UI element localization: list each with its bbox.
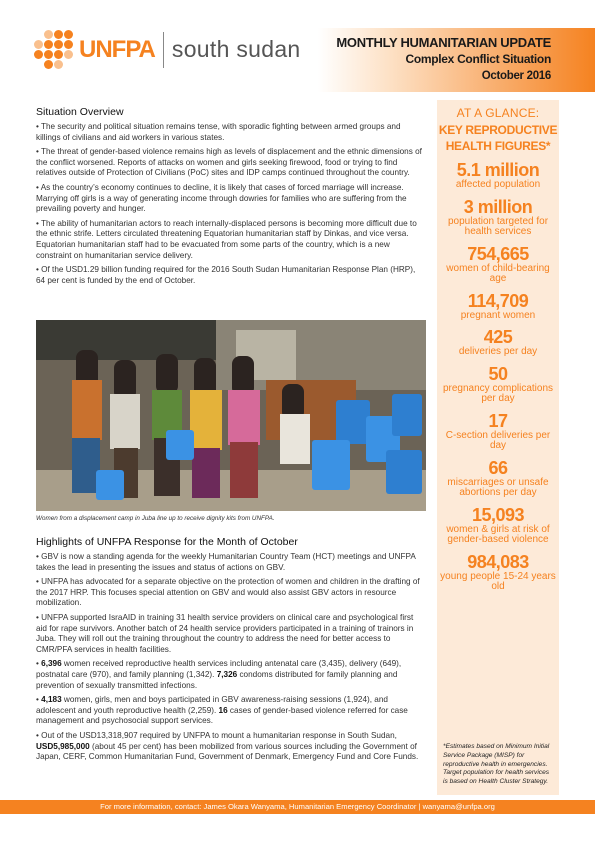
stat-number: 754,665 [467, 243, 529, 264]
title-band [318, 28, 595, 92]
stat-item [437, 291, 559, 322]
situation-overview [36, 106, 426, 290]
photo-caption: Women from a displacement camp in Juba line up to receive dignity kits from UNFPA. [36, 515, 275, 522]
stat-label: population targeted for health services [447, 215, 549, 237]
stat-number: 984,083 [467, 551, 529, 572]
logo-divider [163, 32, 164, 68]
stat-item [437, 552, 559, 593]
highlight-figure: 16 [218, 705, 228, 715]
stat-number: 3 million [463, 196, 533, 217]
highlight-paragraph [36, 731, 426, 763]
title-line-1: MONTHLY HUMANITARIAN UPDATE [336, 35, 551, 50]
highlight-paragraph: • UNFPA has advocated for a separate objective on the protection of women and children in the drafting of the 2017 HRP. This focuses special attention on GBV and would also assist GBV actors in resource mobilization. [36, 577, 420, 608]
highlight-figure: 4,183 [41, 695, 62, 705]
sidebar-subheading-line: HEALTH FIGURES* [445, 139, 551, 153]
stat-label: C-section deliveries per day [445, 429, 551, 451]
highlight-figure: 7,326 [216, 669, 238, 679]
highlight-text: condoms distributed for family planning and prevention of sexually transmitted infections. [36, 669, 398, 690]
stat-item [437, 458, 559, 499]
highlight-text: • Out of the USD13,318,907 required by UNFPA to mount a humanitarian response in South Sudan, [36, 730, 397, 740]
highlight-paragraph: • 4,183 women, girls, men and boys participated in GBV awareness-raising sessions (1,924), and adolescent and youth reproductive health (2,259). 16 cases of gender-based violence referred for case management and psychosocial support services. [36, 695, 408, 726]
highlights-section [36, 536, 426, 767]
stat-label: miscarriages or unsafe abortions per day [447, 476, 549, 498]
sidebar-footnote: *Estimates based on Minimum Initial Service Package (MISP) for reproductive health in emergencies. Target population for health services is based on Health Cluster Strategy. [443, 743, 550, 786]
stat-item [437, 364, 559, 405]
highlight-text: women received reproductive health services including antenatal care (3,435), delivery (649), postnatal care (970), and family planning (1,342). [36, 659, 402, 679]
title-line-2: Complex Conflict Situation [405, 52, 551, 66]
stat-item [437, 244, 559, 285]
photo-illustration [36, 320, 426, 511]
stat-number: 66 [488, 457, 508, 478]
situation-paragraph: • As the country’s economy continues to decline, it is likely that cases of forced marriage will increase. Marrying off girls is a way of generating income through dowries for families who are suffering from the prevailing poverty and hunger. [36, 182, 407, 214]
highlight-paragraph: • GBV is now a standing agenda for the weekly Humanitarian Country Team (HCT) meetings and UNFPA takes the lead in presenting the issues and status of actions on GBV. [36, 552, 416, 572]
stat-label: pregnant women [460, 309, 536, 321]
highlight-paragraph: • UNFPA supported IsraAID in training 31 health service providers on clinical care and psychological first aid for rape survivors. Another batch of 24 health service providers participated in a training of trainors in Juba. They will roll out the training throughout the country to address the need for better access to CMR/PFA services in health facilities. [36, 612, 414, 654]
stat-label: young people 15-24 years old [440, 570, 556, 592]
stat-number: 50 [488, 363, 508, 384]
sidebar-heading: AT A GLANCE: [456, 106, 540, 120]
report-title [336, 34, 551, 85]
logo-dots-icon [34, 30, 73, 69]
stat-number: 114,709 [467, 290, 529, 311]
stat-label: affected population [455, 179, 541, 190]
highlights-title: Highlights of UNFPA Response for the Month of October [36, 536, 298, 548]
situation-paragraph: • The ability of humanitarian actors to reach internally-displaced persons is becoming more difficult due to the ethnic strife. Letters circulated threatening Equatorian humanitarian staff by Dinkas, and vice versa. Equatorian humanitarian staff had to be evacuated from some parts of the country, which is a new constraint on humanitarian service delivery. [36, 218, 417, 260]
stat-label: pregnancy complications per day [442, 382, 554, 404]
stat-item [437, 327, 559, 358]
stat-label: women & girls at risk of gender-based violence [446, 523, 550, 545]
highlight-figure: 6,396 [41, 659, 62, 669]
stat-item [437, 160, 559, 191]
stat-item [437, 411, 559, 452]
stat-label: women of child-bearing age [446, 262, 550, 284]
at-a-glance-sidebar [437, 100, 559, 795]
title-line-3: October 2016 [481, 70, 551, 82]
stat-number: 5.1 million [456, 160, 540, 180]
situation-paragraph: • The security and political situation remains tense, with sporadic fighting between armed groups and killings of civilians and aid workers in various states. [36, 122, 401, 142]
stat-number: 17 [488, 410, 508, 431]
contact-footer: For more information, contact: James Okara Wanyama, Humanitarian Emergency Coordinator | wanyama@unfpa.org [0, 800, 595, 814]
stat-label: deliveries per day [458, 346, 538, 357]
stat-number: 425 [483, 327, 513, 347]
stat-item [437, 197, 559, 238]
situation-paragraph: • Of the USD1.29 billion funding required for the 2016 South Sudan Humanitarian Response Plan (HRP), 64 per cent is funded by the end of October. [36, 265, 416, 285]
stat-item [437, 505, 559, 546]
unfpa-logo [34, 30, 301, 69]
highlight-figure: USD5,985,000 [36, 741, 90, 751]
stat-number: 15,093 [471, 504, 525, 525]
sidebar-subheading [437, 122, 559, 154]
logo-country: south sudan [171, 36, 301, 62]
highlight-text: women, girls, men and boys participated in GBV awareness-raising sessions (1,924), and adolescent and youth reproductive health (2,259). [36, 695, 388, 715]
situation-title: Situation Overview [36, 106, 124, 118]
sidebar-subheading-line: KEY REPRODUCTIVE [438, 123, 558, 137]
page-header [0, 0, 595, 92]
distribution-photo [36, 320, 426, 511]
highlight-text: (about 45 per cent) has been mobilized from various sources including the Government of Japan, CERF, Common Humanitarian Fund, Government of Denmark, Emergency Fund and Core Funds. [36, 741, 419, 762]
situation-paragraph: • The threat of gender-based violence remains high as levels of displacement and the ethnic dimensions of the conflict worsened. Reports of attacks on women and girls seeking firewood, food or trying to find relatives outside of Protection of Civilians (PoC) sites and IDP camps continued throughout the country. [36, 147, 422, 178]
logo-wordmark: UNFPA [79, 35, 155, 63]
highlight-paragraph: • 6,396 women received reproductive health services including antenatal care (3,435), delivery (649), postnatal care (970), and family planning (1,342). 7,326 condoms distributed for family planning and prevention of sexually transmitted infections. [36, 659, 402, 690]
highlight-text: cases of gender-based violence referred for case management and psychosocial support services. [36, 705, 408, 726]
